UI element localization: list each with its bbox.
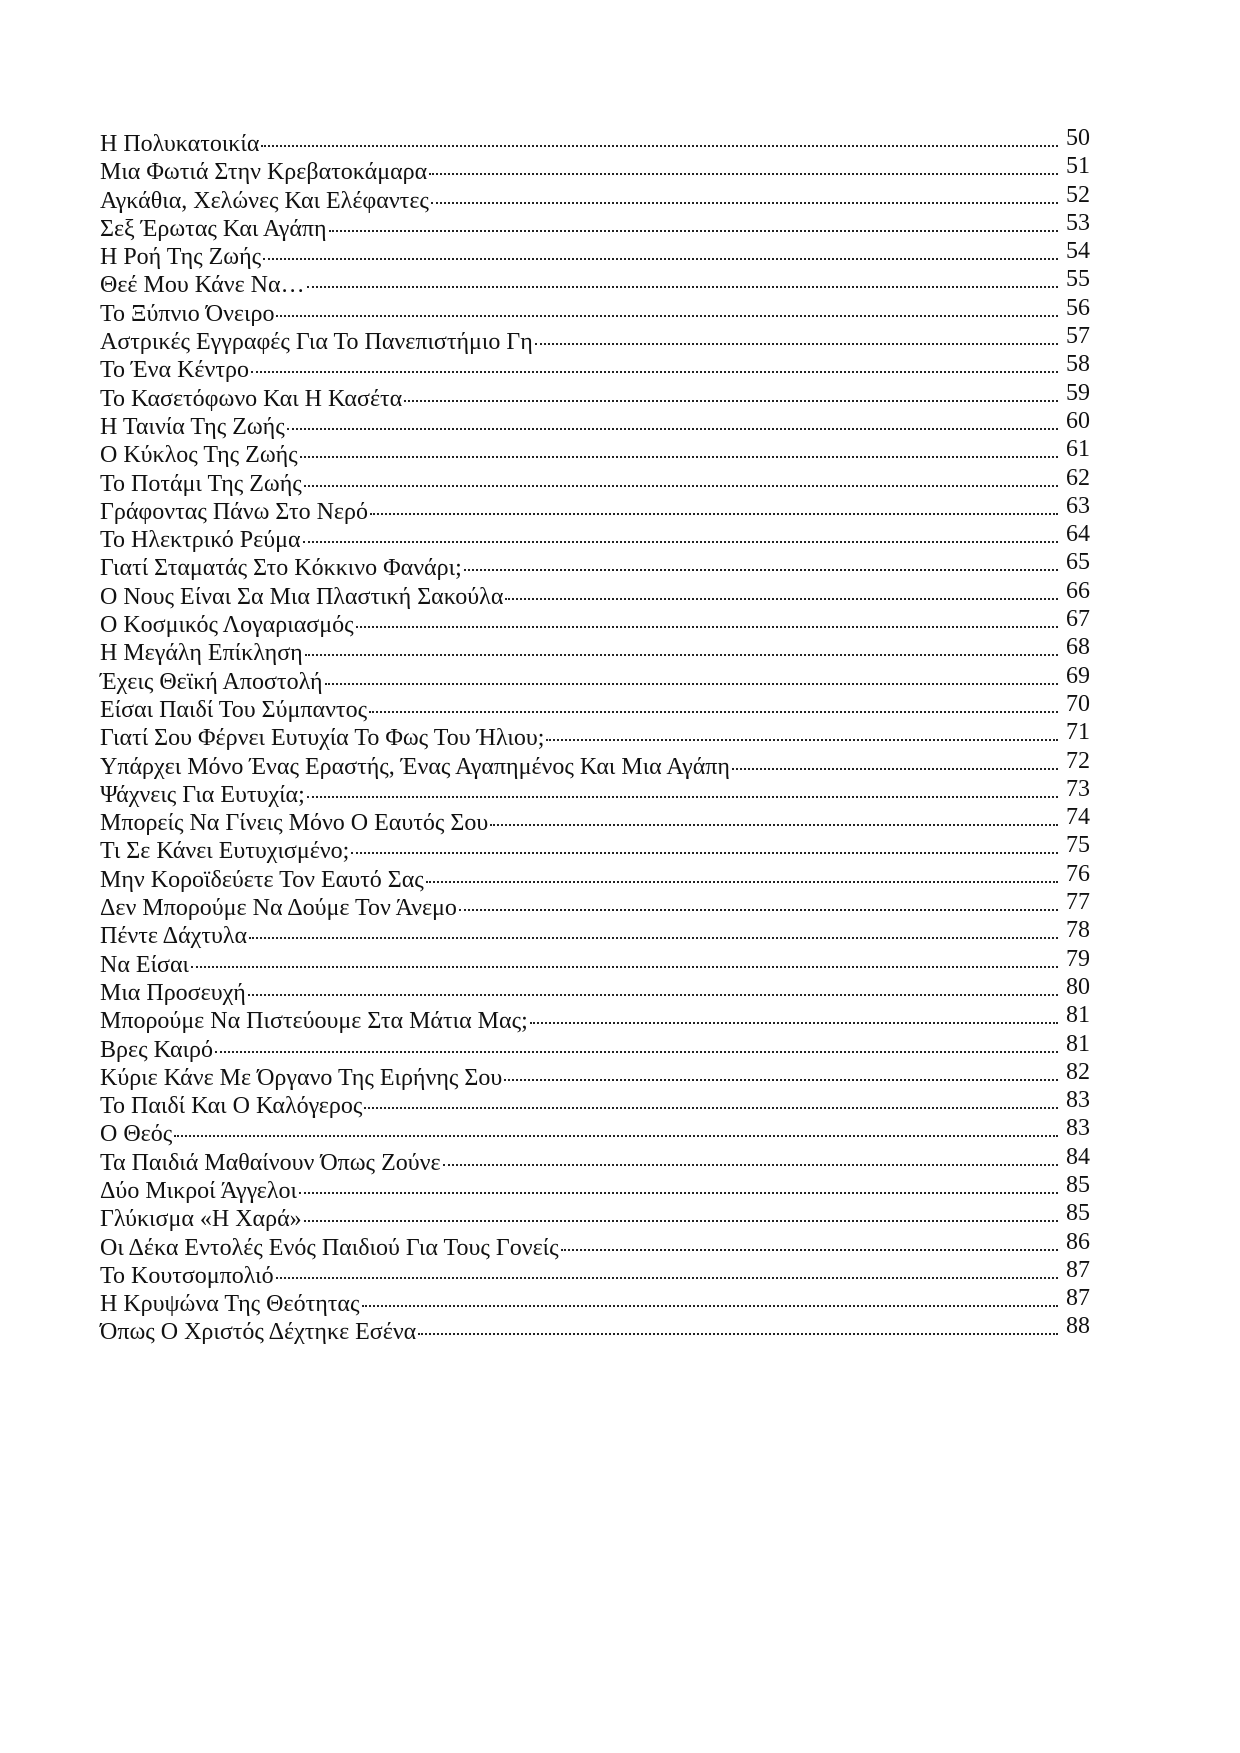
toc-entry xyxy=(100,379,1090,413)
toc-entry-page-number: 56 xyxy=(1066,294,1090,321)
toc-entry-title: Να Είσαι xyxy=(100,951,189,978)
toc-entry-title: Είσαι Παιδί Του Σύμπαντος xyxy=(100,696,368,723)
toc-entry xyxy=(100,832,1090,865)
toc-dot-leader xyxy=(299,1192,1058,1194)
toc-entry-title: Γιατί Σου Φέρνει Ευτυχία Το Φως Του Ήλιου; xyxy=(100,725,545,752)
toc-entry-page-number: 85 xyxy=(1066,1200,1090,1227)
toc-entry-page-number: 82 xyxy=(1066,1058,1090,1085)
toc-entry-title: Το Ποτάμι Της Ζωής xyxy=(100,470,302,497)
toc-entry-page-number: 87 xyxy=(1066,1256,1090,1283)
toc-dot-leader xyxy=(304,485,1058,487)
toc-entry-title: Γλύκισμα «Η Χαρά» xyxy=(100,1206,302,1233)
toc-entry-title: Σεξ Έρωτας Και Αγάπη xyxy=(100,215,327,242)
toc-dot-leader xyxy=(325,683,1058,685)
toc-entry xyxy=(100,1256,1090,1290)
toc-entry xyxy=(100,294,1090,328)
toc-entry xyxy=(100,606,1090,639)
toc-dot-leader xyxy=(504,1079,1058,1081)
toc-entry-page-number: 80 xyxy=(1066,973,1090,1000)
toc-entry xyxy=(100,1313,1090,1346)
toc-entry xyxy=(100,1228,1090,1262)
toc-dot-leader xyxy=(276,315,1058,317)
toc-entry xyxy=(100,153,1090,186)
toc-entry-title: Ψάχνεις Για Ευτυχία; xyxy=(100,781,305,808)
toc-entry xyxy=(100,1285,1090,1318)
toc-entry-title: Δεν Μπορούμε Να Δούμε Τον Άνεμο xyxy=(100,895,457,922)
toc-entry-title: Γιατί Σταματάς Στο Κόκκινο Φανάρι; xyxy=(100,555,462,582)
toc-dot-leader xyxy=(287,428,1058,430)
toc-entry-page-number: 84 xyxy=(1066,1143,1090,1170)
toc-dot-leader xyxy=(490,824,1058,826)
toc-dot-leader xyxy=(305,654,1058,656)
toc-entry xyxy=(100,1030,1090,1064)
toc-entry xyxy=(100,662,1090,696)
toc-entry xyxy=(100,1002,1090,1035)
toc-dot-leader xyxy=(263,258,1058,260)
toc-dot-leader xyxy=(370,513,1058,515)
toc-entry-title: Το Κασετόφωνο Και Η Κασέτα xyxy=(100,385,403,412)
toc-dot-leader xyxy=(404,400,1058,402)
toc-entry xyxy=(100,351,1090,384)
toc-entry xyxy=(100,973,1090,1007)
toc-entry-page-number: 76 xyxy=(1066,860,1090,887)
toc-entry-title: Δύο Μικροί Άγγελοι xyxy=(100,1177,297,1204)
toc-entry-page-number: 55 xyxy=(1066,266,1090,293)
toc-entry-title: Όπως Ο Χριστός Δέχτηκε Εσένα xyxy=(100,1319,417,1346)
toc-entry-page-number: 54 xyxy=(1066,238,1090,265)
toc-entry-title: Αστρικές Εγγραφές Για Το Πανεπιστήμιο Γη xyxy=(100,329,533,356)
toc-entry xyxy=(100,917,1090,950)
toc-entry-page-number: 73 xyxy=(1066,775,1090,802)
toc-entry-title: Έχεις Θεϊκή Αποστολή xyxy=(100,668,323,695)
toc-entry-title: Θεέ Μου Κάνε Να… xyxy=(100,272,305,299)
toc-entry xyxy=(100,407,1090,441)
toc-entry-page-number: 69 xyxy=(1066,662,1090,689)
toc-entry-title: Πέντε Δάχτυλα xyxy=(100,923,248,950)
toc-entry-page-number: 68 xyxy=(1066,634,1090,661)
toc-entry xyxy=(100,464,1090,498)
toc-entry-title: Μπορούμε Να Πιστεύουμε Στα Μάτια Μας; xyxy=(100,1008,528,1035)
toc-entry-title: Γράφοντας Πάνω Στο Νερό xyxy=(100,498,368,525)
toc-entry xyxy=(100,549,1090,582)
toc-entry-title: Η Πολυκατοικία xyxy=(100,131,260,157)
toc-entry-page-number: 58 xyxy=(1066,351,1090,378)
toc-entry-title: Υπάρχει Μόνο Ένας Εραστής, Ένας Αγαπημένος Και Μια Αγάπη xyxy=(100,753,730,780)
toc-dot-leader xyxy=(505,598,1058,600)
toc-entry-page-number: 71 xyxy=(1066,719,1090,746)
toc-dot-leader xyxy=(362,1305,1059,1307)
toc-entry xyxy=(100,181,1090,215)
toc-entry xyxy=(100,1171,1090,1205)
toc-entry-page-number: 86 xyxy=(1066,1228,1090,1255)
toc-entry-page-number: 83 xyxy=(1066,1087,1090,1114)
toc-dot-leader xyxy=(369,711,1058,713)
toc-entry xyxy=(100,1058,1090,1092)
toc-dot-leader xyxy=(351,852,1058,854)
toc-dot-leader xyxy=(418,1333,1058,1335)
toc-dot-leader xyxy=(251,371,1058,373)
toc-entry-title: Οι Δέκα Εντολές Ενός Παιδιού Για Τους Γονείς xyxy=(100,1234,559,1261)
toc-entry-title: Μην Κοροϊδεύετε Τον Εαυτό Σας xyxy=(100,866,424,893)
toc-dot-leader xyxy=(248,994,1058,996)
toc-entry xyxy=(100,492,1090,526)
toc-entry-title: Ο Νους Είναι Σα Μια Πλαστική Σακούλα xyxy=(100,583,504,610)
toc-dot-leader xyxy=(261,145,1058,147)
toc-entry-page-number: 87 xyxy=(1066,1285,1090,1312)
toc-entry xyxy=(100,775,1090,809)
toc-dot-leader xyxy=(429,173,1058,175)
toc-entry xyxy=(100,1115,1090,1148)
toc-entry-title: Η Κρυψώνα Της Θεότητας xyxy=(100,1291,360,1318)
toc-dot-leader xyxy=(307,796,1058,798)
toc-entry xyxy=(100,889,1090,922)
toc-dot-leader xyxy=(307,286,1058,288)
toc-entry xyxy=(100,521,1090,554)
toc-dot-leader xyxy=(300,456,1058,458)
toc-entry-title: Η Ροή Της Ζωής xyxy=(100,244,262,271)
toc-dot-leader xyxy=(174,1135,1058,1137)
toc-entry-title: Τα Παιδιά Μαθαίνουν Όπως Ζούνε xyxy=(100,1149,441,1176)
toc-entry xyxy=(100,436,1090,469)
toc-entry xyxy=(100,634,1090,667)
toc-entry-page-number: 63 xyxy=(1066,492,1090,519)
toc-entry-page-number: 60 xyxy=(1066,407,1090,434)
toc-dot-leader xyxy=(464,569,1058,571)
toc-entry xyxy=(100,238,1090,271)
toc-entry-page-number: 57 xyxy=(1066,323,1090,350)
toc-entry-title: Τι Σε Κάνει Ευτυχισμένο; xyxy=(100,838,350,865)
toc-dot-leader xyxy=(431,202,1058,204)
toc-entry-title: Το Κουτσομπολιό xyxy=(100,1262,274,1289)
toc-entry-page-number: 67 xyxy=(1066,606,1090,633)
toc-dot-leader xyxy=(276,1277,1058,1279)
toc-entry xyxy=(100,323,1090,356)
toc-entry-page-number: 81 xyxy=(1066,1030,1090,1057)
toc-entry xyxy=(100,1200,1090,1233)
toc-entry-page-number: 85 xyxy=(1066,1171,1090,1198)
toc-dot-leader xyxy=(364,1107,1058,1109)
toc-entry-page-number: 66 xyxy=(1066,577,1090,604)
toc-entry xyxy=(100,747,1090,781)
toc-dot-leader xyxy=(459,909,1058,911)
toc-dot-leader xyxy=(329,230,1058,232)
toc-dot-leader xyxy=(561,1249,1058,1251)
toc-entry-page-number: 59 xyxy=(1066,379,1090,406)
toc-entry-page-number: 50 xyxy=(1066,125,1090,151)
toc-entry-page-number: 70 xyxy=(1066,690,1090,717)
toc-dot-leader xyxy=(215,1051,1058,1053)
toc-dot-leader xyxy=(191,966,1058,968)
toc-entry-title: Μια Φωτιά Στην Κρεβατοκάμαρα xyxy=(100,159,428,186)
toc-dot-leader xyxy=(426,881,1058,883)
toc-entry-title: Μια Προσευχή xyxy=(100,979,246,1006)
toc-entry-page-number: 53 xyxy=(1066,209,1090,236)
toc-entry-page-number: 81 xyxy=(1066,1002,1090,1029)
toc-entry xyxy=(100,690,1090,724)
toc-entry-title: Βρες Καιρό xyxy=(100,1036,214,1063)
toc-entry-page-number: 77 xyxy=(1066,889,1090,916)
toc-entry-title: Ο Κύκλος Της Ζωής xyxy=(100,442,298,469)
toc-entry-page-number: 65 xyxy=(1066,549,1090,576)
toc-entry-title: Αγκάθια, Χελώνες Και Ελέφαντες xyxy=(100,187,429,214)
toc-dot-leader xyxy=(732,768,1058,770)
toc-entry-title: Ο Θεός xyxy=(100,1121,173,1148)
toc-entry-page-number: 52 xyxy=(1066,181,1090,208)
toc-dot-leader xyxy=(530,1022,1058,1024)
toc-entry xyxy=(100,266,1090,299)
toc-entry-page-number: 78 xyxy=(1066,917,1090,944)
toc-entry xyxy=(100,719,1090,752)
toc-entry-page-number: 61 xyxy=(1066,436,1090,463)
toc-entry-title: Η Μεγάλη Επίκληση xyxy=(100,640,303,667)
toc-entry-page-number: 72 xyxy=(1066,747,1090,774)
toc-entry xyxy=(100,209,1090,243)
toc-entry xyxy=(100,945,1090,979)
toc-dot-leader xyxy=(303,541,1058,543)
table-of-contents xyxy=(100,125,1090,1347)
toc-dot-leader xyxy=(356,626,1058,628)
toc-entry xyxy=(100,1087,1090,1120)
toc-dot-leader xyxy=(546,739,1058,741)
toc-entry xyxy=(100,860,1090,894)
toc-entry-page-number: 64 xyxy=(1066,521,1090,548)
toc-entry xyxy=(100,577,1090,611)
toc-entry-page-number: 74 xyxy=(1066,804,1090,831)
toc-entry-title: Μπορείς Να Γίνεις Μόνο Ο Εαυτός Σου xyxy=(100,810,489,837)
toc-entry-page-number: 79 xyxy=(1066,945,1090,972)
toc-entry xyxy=(100,1143,1090,1177)
toc-entry-title: Το Ηλεκτρικό Ρεύμα xyxy=(100,527,301,554)
toc-dot-leader xyxy=(249,937,1058,939)
toc-entry-title: Το Παιδί Και Ο Καλόγερος xyxy=(100,1093,363,1120)
toc-dot-leader xyxy=(443,1164,1058,1166)
toc-entry-title: Κύριε Κάνε Με Όργανο Της Ειρήνης Σου xyxy=(100,1064,503,1091)
toc-entry-page-number: 62 xyxy=(1066,464,1090,491)
toc-entry-page-number: 88 xyxy=(1066,1313,1090,1340)
toc-entry xyxy=(100,804,1090,837)
toc-entry-page-number: 51 xyxy=(1066,153,1090,180)
toc-entry-title: Η Ταινία Της Ζωής xyxy=(100,413,285,440)
toc-entry xyxy=(100,125,1090,158)
toc-dot-leader xyxy=(535,343,1058,345)
toc-entry-title: Το Ένα Κέντρο xyxy=(100,357,249,384)
toc-entry-title: Ο Κοσμικός Λογαριασμός xyxy=(100,612,354,639)
toc-entry-title: Το Ξύπνιο Όνειρο xyxy=(100,300,275,327)
toc-dot-leader xyxy=(304,1220,1058,1222)
toc-entry-page-number: 75 xyxy=(1066,832,1090,859)
toc-entry-page-number: 83 xyxy=(1066,1115,1090,1142)
